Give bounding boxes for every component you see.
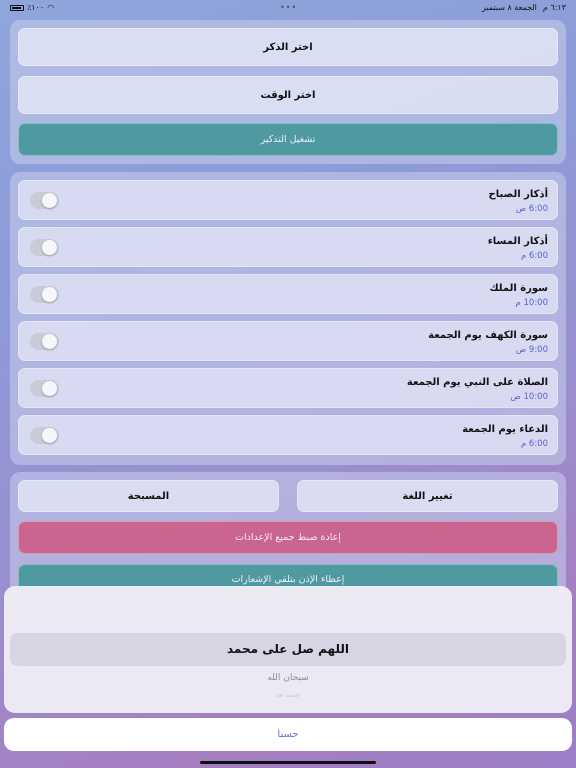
picker-option-selected[interactable]: اللهم صل على محمد	[227, 642, 349, 656]
dhikr-picker-sheet[interactable]	[4, 586, 572, 713]
reminder-time: 9:00 ص	[515, 345, 548, 355]
reminder-row	[18, 321, 558, 361]
reminder-title: سورة الكهف يوم الجمعة	[428, 330, 548, 341]
reminders-list-card	[10, 172, 566, 465]
confirm-button[interactable]: حسنا	[4, 718, 572, 751]
reminder-setup-card	[10, 20, 566, 164]
reminder-time: 10:00 ص	[510, 392, 548, 402]
reminder-row	[18, 274, 558, 314]
reminder-row	[18, 368, 558, 408]
battery-icon	[10, 5, 24, 11]
reminder-toggle[interactable]	[30, 192, 59, 209]
choose-time-button[interactable]: اختر الوقت	[18, 76, 558, 114]
reminder-title: الدعاء يوم الجمعة	[462, 424, 548, 435]
choose-dhikr-button[interactable]: اختر الذكر	[18, 28, 558, 66]
toggle-knob	[42, 193, 57, 208]
battery-percent: ٪١٠٠	[27, 3, 45, 12]
reminder-toggle[interactable]	[30, 333, 59, 350]
toggle-knob	[42, 381, 57, 396]
reminder-time: 10:00 م	[515, 298, 548, 308]
reminder-title: أذكار الصباح	[488, 189, 548, 200]
tasbeeh-button[interactable]: المسبحة	[18, 480, 279, 512]
status-time: ٦:١٣ م	[542, 3, 566, 12]
multitasking-dots[interactable]: •••	[280, 3, 298, 12]
status-bar	[0, 0, 576, 14]
toggle-knob	[42, 287, 57, 302]
reminder-time: 6:00 م	[520, 251, 548, 261]
change-language-button[interactable]: تغيير اللغة	[297, 480, 558, 512]
home-indicator[interactable]	[200, 761, 376, 764]
picker-option[interactable]: سبحان الله	[267, 673, 309, 683]
toggle-knob	[42, 428, 57, 443]
reminder-time: 6:00 م	[520, 439, 548, 449]
status-right	[482, 3, 566, 12]
reminder-title: الصلاة على النبي يوم الجمعة	[406, 377, 548, 388]
status-date: الجمعة ٨ سبتمبر	[481, 3, 537, 12]
reminder-toggle[interactable]	[30, 239, 59, 256]
reminder-row	[18, 180, 558, 220]
reminder-title: سورة الملك	[489, 283, 548, 294]
reminder-toggle[interactable]	[30, 380, 59, 397]
enable-reminder-button[interactable]: تشغيل التذكير	[18, 123, 558, 156]
reminder-toggle[interactable]	[30, 286, 59, 303]
reset-settings-button[interactable]: إعادة ضبط جميع الإعدادات	[18, 521, 558, 554]
reminder-title: أذكار المساء	[487, 236, 548, 247]
reminder-time: 6:00 ص	[515, 204, 548, 214]
toggle-knob	[42, 334, 57, 349]
settings-card	[10, 472, 566, 600]
grant-notifications-button[interactable]: إعطاء الإذن بتلقي الإشعارات	[18, 564, 558, 594]
status-left	[10, 3, 54, 12]
reminder-row	[18, 415, 558, 455]
reminder-toggle[interactable]	[30, 427, 59, 444]
toggle-knob	[42, 240, 57, 255]
picker-option[interactable]: الحمد لله	[276, 693, 300, 698]
reminder-row	[18, 227, 558, 267]
wifi-icon: ◠	[47, 3, 55, 12]
